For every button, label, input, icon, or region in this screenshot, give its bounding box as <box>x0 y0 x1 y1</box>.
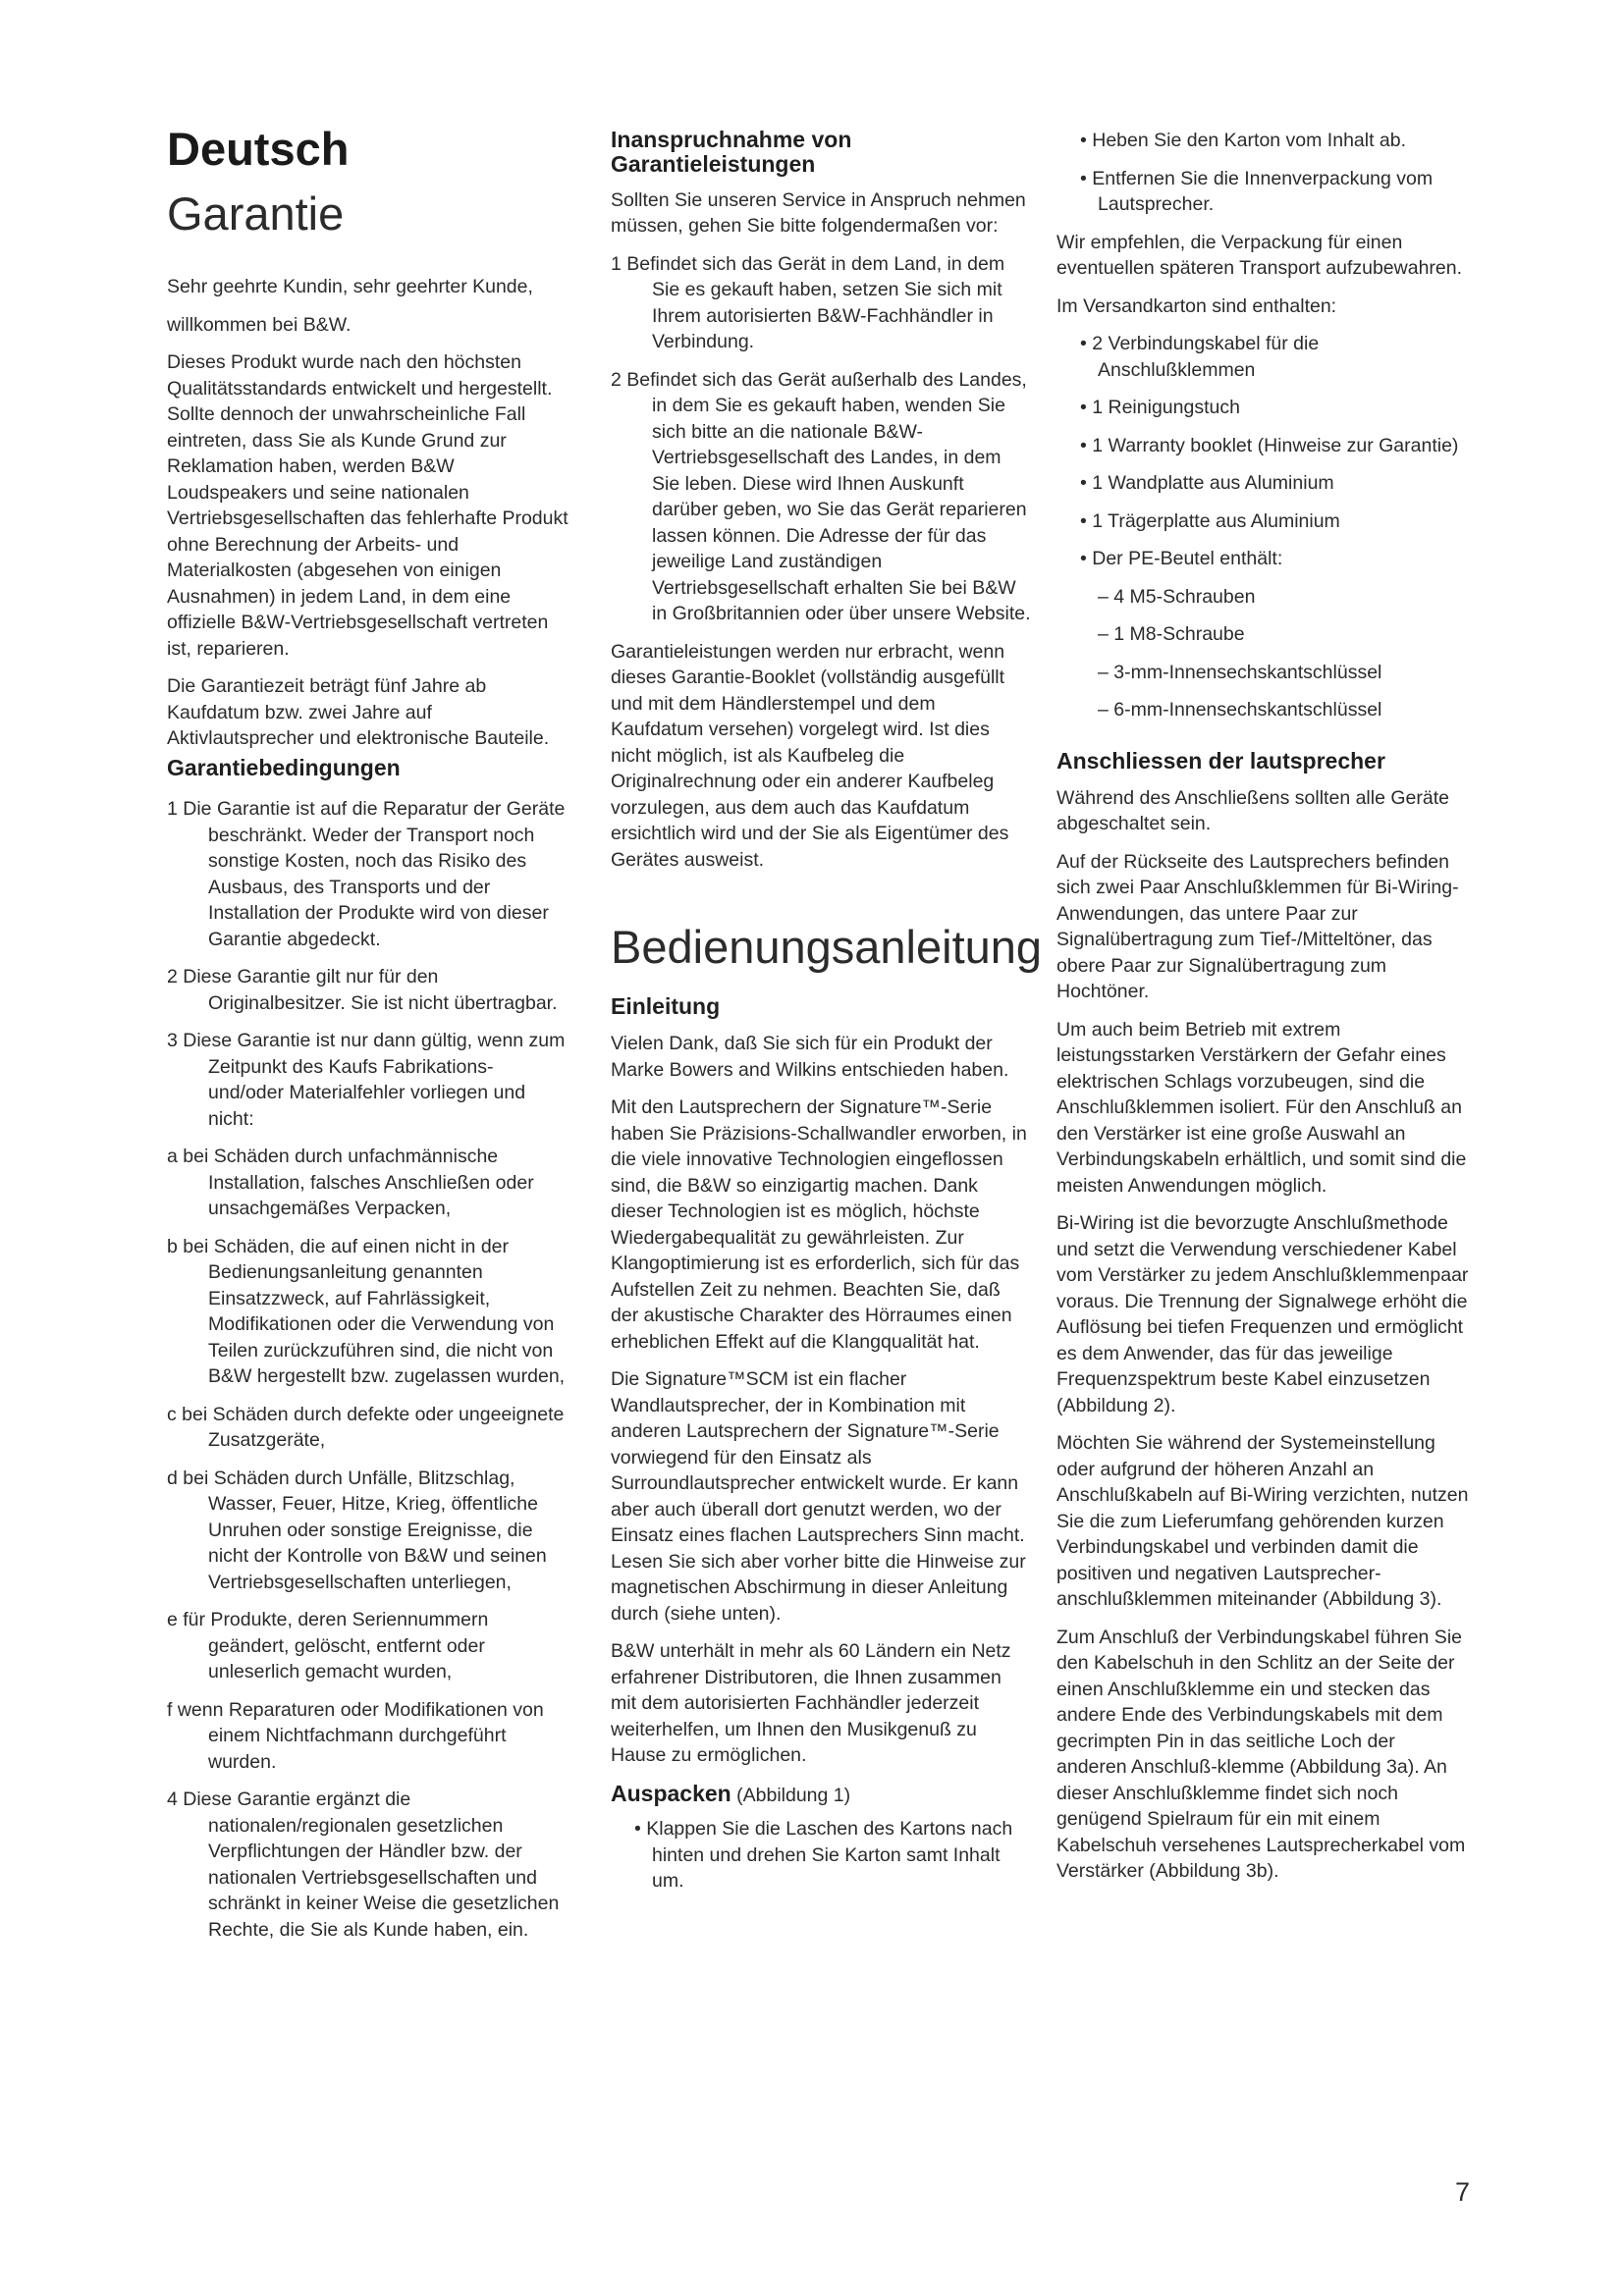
page-number: 7 <box>1455 2177 1471 2207</box>
manual-title: Bedienungsanleitung <box>611 921 1043 974</box>
keep-packaging-note: Wir empfehlen, die Verpackung für einen eventuellen späteren Transport aufzubewahren. <box>1056 231 1463 279</box>
language-heading: Deutsch <box>167 123 350 175</box>
box-content-item: • 1 Warranty booklet (Hinweise zur Garantie) <box>1080 434 1459 456</box>
warranty-conditions-heading: Garantiebedingungen <box>167 754 401 780</box>
box-content-item: • Der PE-Beutel enthält: <box>1080 548 1283 569</box>
intro-distributors: B&W unterhält in mehr als 60 Ländern ein Netz erfahrener Distributoren, die Ihnen zusammen mit dem autorisierten Fachhändler jederzeit weiterhelfen, um Ihnen den Musikgenuß zu Hause zu ermöglichen. <box>611 1640 1011 1767</box>
condition-item: 4 Diese Garantie ergänzt die nationalen/regionalen gesetzlichen Verpflichtungen der Händler bzw. der nationalen Vertriebsgesellschaften und schränkt in keiner Weise die gesetzlichen Rechte, die Sie als Kunde haben, ein. <box>167 1789 560 1941</box>
unpacking-step: • Entfernen Sie die Innenverpackung vom Lautsprecher. <box>1080 167 1434 215</box>
box-contents-intro: Im Versandkarton sind enthalten: <box>1056 294 1337 317</box>
unpacking-step: • Heben Sie den Karton vom Inhalt ab. <box>1080 130 1407 151</box>
unpacking-heading <box>611 1781 1031 1809</box>
box-content-item: • 1 Trägerplatte aus Aluminium <box>1080 509 1340 532</box>
connecting-heading: Anschliessen der lautsprecher <box>1056 747 1385 774</box>
warranty-title: Garantie <box>167 187 345 240</box>
box-content-item: • 1 Reinigungstuch <box>1080 397 1240 418</box>
connecting-jumper-install: Zum Anschluß der Verbindungskabel führen Sie den Kabelschuh in den Schlitz an der Seite der einen Anschlußklemme ein und stecken das andere Ende des Verbindungskabels mit dem gecrimpten Pin in das seitliche Loch der anderen Anschluß-klemme (Abbildung 3a). An dieser Anschlußklemme findet sich noch genügend Spielraum für ein mit einem Kabelschuh versehenes Lautsprecherkabel vom Verstärker (Abbildung 3b). <box>1056 1626 1466 1883</box>
connecting-jumpers: Möchten Sie während der Systemeinstellung oder aufgrund der höheren Anzahl an Anschlußkabeln auf Bi-Wiring verzichten, nutzen Sie die zum Lieferumfang gehörenden kurzen Verbindungskabel und verbinden damit die positiven und negativen Lautsprecher-anschlußklemmen miteinander (Abbildung 3). <box>1056 1432 1469 1611</box>
intro-thanks: Vielen Dank, daß Sie sich für ein Produkt der Marke Bowers and Wilkins entschieden haben. <box>611 1033 1009 1081</box>
bag-content-item: – 1 M8-Schraube <box>1098 623 1245 645</box>
service-step: 1 Befindet sich das Gerät in dem Land, in dem Sie es gekauft haben, setzen Sie sich mit Ihrem autorisierten B&W-Fachhändler in Verbindung. <box>611 252 1005 353</box>
connecting-insulation: Um auch beim Betrieb mit extrem leistungsstarken Verstärkern der Gefahr eines elektrischen Schlags vorzubeugen, sind die Anschlußklemmen isoliert. Für den Anschluß an den Verstärker ist eine große Auswahl an Verbindungskabeln erhältlich, und somit sind die meisten Anwendungen möglich. <box>1056 1018 1467 1197</box>
service-step: 2 Befindet sich das Gerät außerhalb des Landes, in dem Sie es gekauft haben, wenden Sie sich bitte an die nationale B&W-Vertriebsgesellschaft des Landes, in dem Sie leben. Diese wird Ihnen Auskunft darüber geben, wo Sie das Gerät reparieren lassen können. Die Adresse der für das jeweilige Land zuständigen Vertriebsgesellschaft erhalten Sie bei B&W in Großbritannien oder über unsere Website. <box>611 368 1031 625</box>
condition-item: a bei Schäden durch unfachmännische Installation, falsches Anschließen oder unsachgemäßes Verpacken, <box>167 1146 534 1220</box>
condition-item: d bei Schäden durch Unfälle, Blitzschlag, Wasser, Feuer, Hitze, Krieg, öffentliche Unruhen oder sonstige Ereignisse, die nicht der Kontrolle von B&W und seinen Vertriebsgesellschaften unterliegen, <box>167 1467 547 1593</box>
condition-item: e für Produkte, deren Seriennummern geändert, gelöscht, entfernt oder unleserlich gemacht wurden, <box>167 1609 489 1683</box>
bag-content-item: – 3-mm-Innensechskantschlüssel <box>1098 661 1382 683</box>
box-content-item: • 2 Verbindungskabel für die Anschlußklemmen <box>1080 333 1320 381</box>
column-service-and-manual <box>611 127 1043 1906</box>
salutation: Sehr geehrte Kundin, sehr geehrter Kunde, <box>167 276 533 298</box>
unpacking-step: • Klappen Sie die Laschen des Kartons nach hinten und drehen Sie Karton samt Inhalt um. <box>634 1818 1013 1893</box>
unpacking-figure-ref: (Abbildung 1) <box>736 1784 851 1806</box>
intro-scm-description: Die Signature™SCM ist ein flacher Wandlautsprecher, der in Kombination mit anderen Lautsprechern der Signature™-Serie vorwiegend für den Einsatz als Surroundlautsprecher entwickelt wurde. Er kann aber auch überall dort genutzt werden, wo der Einsatz eines flachen Lautsprechers Sinn macht. Lesen Sie sich aber vorher bitte die Hinweise zur magnetischen Abschirmung in dieser Anleitung durch (siehe unten). <box>611 1368 1026 1625</box>
condition-item: 3 Diese Garantie ist nur dann gültig, wenn zum Zeitpunkt des Kaufs Fabrikations- und/oder Materialfehler vorliegen und nicht: <box>167 1030 566 1130</box>
warranty-intro: Dieses Produkt wurde nach den höchsten Qualitätsstandards entwickelt und hergestellt. Sollte dennoch der unwahrscheinliche Fall eintreten, dass Sie als Kunde Grund zur Reklamation haben, werden B&W Loudspeakers und seine nationalen Vertriebsgesellschaften das fehlerhafte Produkt ohne Berechnung der Arbeits- und Materialkosten (abgesehen von einigen Ausnahmen) in jedem Land, in dem eine offizielle B&W-Vertriebsgesellschaft vertreten ist, reparieren. <box>167 351 568 660</box>
column-warranty <box>167 124 573 1954</box>
service-intro: Sollten Sie unseren Service in Anspruch nehmen müssen, gehen Sie bitte folgendermaßen vor: <box>611 188 1026 238</box>
intro-signature-series: Mit den Lautsprechern der Signature™-Serie haben Sie Präzisions-Schallwandler erworben, in die viele innovative Technologien eingeflossen sind, die B&W so einzigartig machen. Dank dieser Technologien ist es möglich, höchste Wiedergabequalität zu gewährleisten. Zur Klangoptimierung ist es erforderlich, sich für das Aufstellen Zeit zu nehmen. Beachten Sie, daß der akustische Charakter des Hörraumes einen erheblichen Effekt auf die Klangqualität hat. <box>611 1096 1027 1353</box>
service-heading: Inanspruchnahme von Garantieleistungen <box>611 127 852 178</box>
condition-item: 1 Die Garantie ist auf die Reparatur der Geräte beschränkt. Weder der Transport noch sonstige Kosten, noch das Risiko des Ausbaus, des Transports und der Installation der Produkte wird von dieser Garantie abgedeckt. <box>167 798 566 950</box>
bag-content-item: – 6-mm-Innensechskantschlüssel <box>1098 699 1382 721</box>
box-content-item: • 1 Wandplatte aus Aluminium <box>1080 472 1334 494</box>
connecting-terminals: Auf der Rückseite des Lautsprechers befinden sich zwei Paar Anschlußklemmen für Bi-Wiring-Anwendungen, das untere Paar zur Signalübertragung zum Tief-/Mitteltöner, das obere Paar zur Signalübertragung zum Hochtöner. <box>1056 850 1459 1003</box>
connecting-power-off: Während des Anschließens sollten alle Geräte abgeschaltet sein. <box>1056 786 1449 835</box>
service-proof-text: Garantieleistungen werden nur erbracht, wenn dieses Garantie-Booklet (vollständig ausgefüllt und mit dem Händlerstempel und dem Kaufdatum versehen) vorgelegt wird. Ist dies nicht möglich, ist als Kaufbeleg die Originalrechnung oder ein anderer Kaufbeleg vorzulegen, aus dem auch das Kaufdatum ersichtlich wird und der Sie als Eigentümer des Gerätes ausweist. <box>611 640 1009 871</box>
welcome-text: willkommen bei B&W. <box>167 313 352 336</box>
condition-item: c bei Schäden durch defekte oder ungeeignete Zusatzgeräte, <box>167 1403 565 1452</box>
warranty-period: Die Garantiezeit beträgt fünf Jahre ab Kaufdatum bzw. zwei Jahre auf Aktivlautsprecher und elektronische Bauteile. <box>167 675 550 750</box>
bag-content-item: – 4 M5-Schrauben <box>1098 585 1256 608</box>
column-contents-and-connection <box>1056 128 1469 1896</box>
condition-item: f wenn Reparaturen oder Modifikationen von einem Nichtfachmann durchgeführt wurden. <box>167 1698 544 1773</box>
introduction-heading: Einleitung <box>611 992 721 1019</box>
unpacking-heading-text: Auspacken <box>611 1780 731 1806</box>
condition-item: 2 Diese Garantie gilt nur für den Originalbesitzer. Sie ist nicht übertragbar. <box>167 966 558 1014</box>
condition-item: b bei Schäden, die auf einen nicht in der Bedienungsanleitung genannten Einsatzzweck, auf Fahrlässigkeit, Modifikationen oder die Verwendung von Teilen zurückzuführen sind, die nicht von B&W hergestellt bzw. zugelassen wurden, <box>167 1235 566 1388</box>
connecting-biwiring: Bi-Wiring ist die bevorzugte Anschlußmethode und setzt die Verwendung verschiedener Kabel vom Verstärker zu jedem Anschlußklemmenpaar voraus. Die Trennung der Signalwege erhöht die Auflösung bei tiefen Frequenzen und ermöglicht es dem Anwender, das für das jeweilige Frequenzspektrum beste Kabel einzusetzen (Abbildung 2). <box>1056 1212 1469 1416</box>
